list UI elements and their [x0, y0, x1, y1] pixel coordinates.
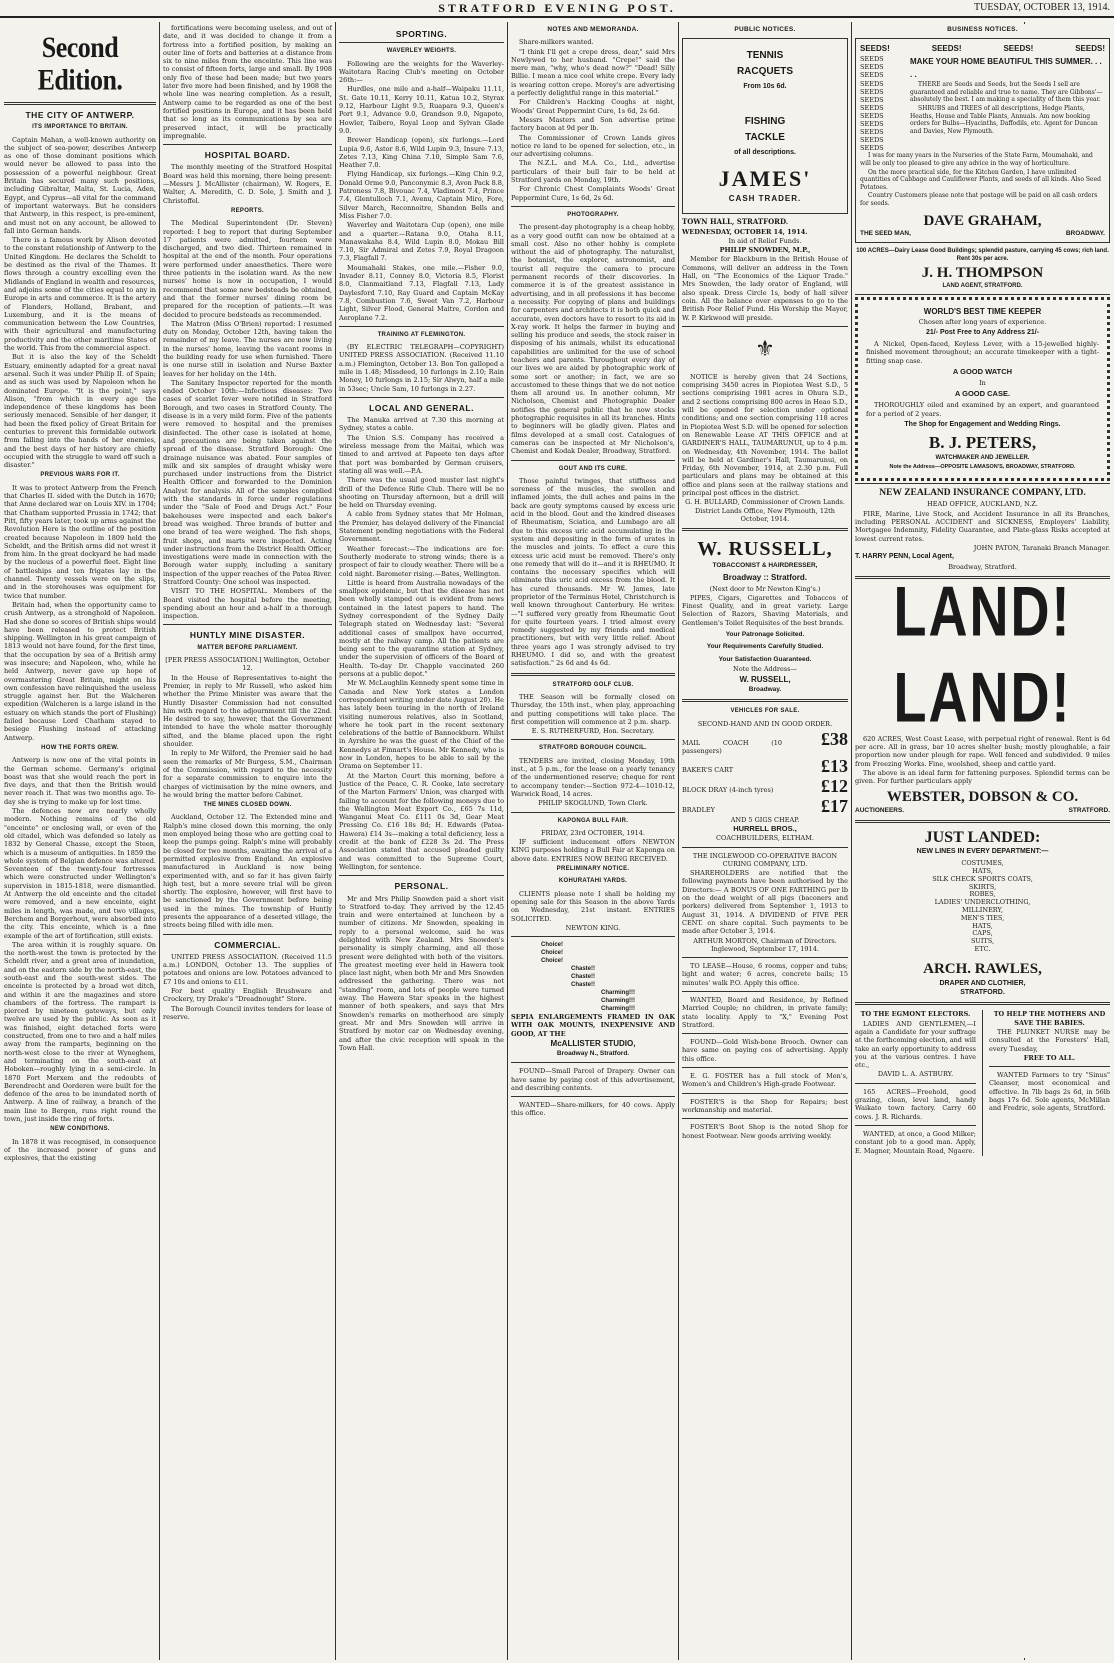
ad-text: TENDERS are invited, closing Monday, 19th inst., at 5 p.m., for the lease on a yearly tenancy of the undermentioned reserve; cheque for rent to accompany tender:—Section 972-4—1010-12, Warwick Road, 14 acres.: [511, 756, 675, 798]
divider: [339, 875, 504, 876]
vehicle-price: £13: [821, 755, 848, 776]
section-header: BUSINESS NOTICES.: [947, 26, 1018, 33]
seeds-word: SEEDS: [860, 71, 884, 80]
seeds-word: SEEDS: [860, 79, 884, 88]
ad-text: The above is an ideal farm for fattening purposes. Splendid terms can be given. For further particulars apply: [855, 769, 1110, 786]
ad-text: SHRUBS and TREES of all descriptions, Hedge Plants, Heaths, House and Table Plants, Annuals. Am now booking orders for Bulbs—Hyacinths, Daffodils, etc. Agent for Duncan and Davies, New Plymouth.: [910, 105, 1098, 135]
ad-subheadline: KOHURATAHI YARDS.: [558, 878, 628, 885]
divider: [511, 812, 675, 813]
article-paragraph: But it is also the key of the Scheldt Estuary, eminently adapted for a great naval arsenal. Such it was under Philip II. of Spain; and as such was used by Napoleon when he dominated Europe. "It is the point," says Alison, "from which in every age the independence of these kingdoms has been seriously menaced. Sensible of her danger, it had been the fixed policy of Great Britain for centuries to prevent this formidable outwork from falling into the hands of her enemies, and the best days of her history are chiefly occupied with the struggle to ward off such a disaster.": [4, 353, 156, 470]
article-paragraph: Weather forecast:—The indications are for: Southerly moderate to strong winds; there is a prospect of fair to cloudy weather. There will be a cold night. Barometer rising.—Bates, Wellington.: [339, 544, 504, 578]
ad-text: THERE are Seeds and Seeds, but the Seeds I sell are guaranteed and reliable and true to name. They are Gibbons'—absolutely the best. I am making a speciality of them this year.: [910, 81, 1103, 104]
ad-headline: WORLD'S BEST TIME KEEPER: [923, 306, 1042, 316]
ad-text: IF sufficient inducement offers NEWTON KING purposes holding a Bull Fair at Kaponga on above date. ENTRIES NOW BEING RECEIVED.: [511, 838, 675, 863]
ad-signature: E. S. RUTHERFURD, Hon. Secretary.: [531, 727, 655, 736]
ad-text: HURRELL BROS.,: [733, 823, 797, 833]
ad-text: of all descriptions.: [734, 149, 796, 157]
ad-text: Member for Blackburn in the British House of Commons, will deliver an address in the Town Hall, on "The Economics of the Liquor Trade." Mrs Snowden, the lady orator of England, will also speak. Dress Circle 1s, body of hall silver coin. All the balance over expenses to go to the British Poor Relief Fund. His Worship the Mayor, W. P. Kirkwood will preside.: [682, 255, 848, 322]
ad-text: On the more practical side, for the Kitchen Garden, I have unlimited quantities of Cabbage and Cauliflower Plants, and seeds of all kinds. Also Seed Potatoes.: [860, 168, 1101, 191]
divider: [4, 102, 156, 105]
ad-text: T. HARRY PENN, Local Agent,: [855, 553, 954, 561]
ad-text: Note the Address—OPPOSITE LAMASON'S, BROADWAY, STRATFORD.: [889, 464, 1076, 471]
divider: [339, 397, 504, 398]
seeds-word: SEEDS: [860, 144, 884, 153]
seeds-word: SEEDS: [860, 95, 884, 104]
ad-text: WEDNESDAY, OCTOBER 14, 1914.: [682, 227, 808, 236]
ad-text: STRATFORD.: [960, 989, 1005, 997]
article-paragraph: Antwerp is now one of the vital points in the German scheme. Germany's original boast was that she would reach the port in five days, and that then the British would never reach it. That was two months ago. To-day she is trying to make up for lost time.: [4, 756, 156, 806]
ad-text: DRAPER AND CLOTHIER,: [939, 979, 1026, 987]
ad-text: FOSTER'S is the Shop for Repairs; best workmanship and material.: [682, 1097, 848, 1114]
divider: [163, 624, 332, 625]
column-rule: [507, 22, 508, 1660]
dateline: [PER PRESS ASSOCIATION.] Wellington, October 12.: [165, 656, 330, 673]
ad-headline: WEBSTER, DOBSON & CO.: [886, 788, 1079, 805]
ad-text: SEPIA ENLARGEMENTS FRAMED IN OAK WITH OAK MOUNTS, INEXPENSIVE AND GOOD, AT THE: [511, 1013, 675, 1038]
ad-headline: STRATFORD GOLF CLUB.: [552, 681, 634, 688]
divider: [511, 460, 675, 461]
divider: [163, 144, 332, 145]
article-paragraph: Brewer Handicap (open), six furlongs.—Lord Lupia 9.6, Astor 8.6, Wild Lupin 9.3, Insure 7.13, Zetes 7.13, King China 7.10, Simple Sam 7.6, Heather 7.0.: [339, 136, 504, 170]
ad-text: 165 ACRES—Freehold, good grazing, clean, level land, handy Waikato town factory. Carry 60 cows. J. R. Richards.: [855, 1087, 976, 1121]
article-subheadline: NEW CONDITIONS.: [50, 1126, 110, 1133]
seeds-banner: [860, 43, 1105, 55]
ad-headline: DAVE GRAHAM,: [923, 212, 1042, 229]
ad-text: FOUND—Small Parcel of Drapery. Owner can have same by paying cost of this advertisement, and describing contents.: [511, 1067, 675, 1092]
article-paragraph: VISIT TO THE HOSPITAL. Members of the Board visited the hospital before the meeting, spending about an hour and a-half in a thorough inspection.: [163, 587, 332, 621]
ad-headline: FISHING: [744, 116, 786, 128]
ad-text: WANTED—Share-milkers, for 40 cows. Apply this office.: [511, 1101, 675, 1118]
list-item: SKIRTS,: [968, 882, 997, 891]
ad-text: 620 ACRES, West Coast Lease, with perpetual right of renewal. Rent is 6d per acre. All in grass, bar 10 acres shelter bush; mostly ploughable, a fair proportion now under plough for rape. Well fenced and subdivided. 9 miles from Freezing Works. Fine, woolshed, sheep and cattle yard.: [855, 734, 1110, 768]
seeds-ad: [855, 38, 1110, 243]
article-paragraph: In 1878 it was recognised, in consequence of the increased power of guns and explosives, that the existing: [4, 1137, 156, 1163]
ad-text: THE Season will be formally closed on Thursday, the 15th inst., when play, approaching and putting competitions will take place. The first competition will commence at 2 p.m. sharp.: [511, 692, 675, 726]
seeds-word: SEEDS!: [931, 44, 962, 54]
vehicle-price: £17: [821, 795, 848, 816]
section-header: PUBLIC NOTICES.: [734, 26, 796, 33]
seeds-list: [860, 55, 906, 152]
choice-ad: [511, 941, 675, 1013]
seeds-body: [860, 55, 1105, 152]
seeds-word: SEEDS: [860, 103, 884, 112]
article-paragraph: For best quality English Brushware and Crockery, try Drake's "Dreadnought" Store.: [163, 987, 332, 1004]
list-item: HATS,: [972, 921, 993, 930]
choice-line: Chaste!!: [571, 966, 596, 973]
ad-text: FRIDAY, 23rd OCTOBER, 1914.: [541, 828, 645, 837]
article-paragraph: fortifications were becoming useless, and out of date, and it was decided to change it from a fortress into a fortified position, by making an outer line of forts and batteries at a distance from six to nine miles from the enceinte. This line was to consist of fifteen forts, large and small. By 1908 only five of these had been made; but two years later five more had been finished, and by 1908 the whole line was nearing completion. As a result, Antwerp came to be regarded as one of the best fortified positions in Europe, and it has been held that so long as its communications by sea are preserved intact, it will be practically impregnable.: [163, 24, 332, 140]
graham-sub: [860, 230, 1105, 238]
seeds-word: SEEDS: [860, 63, 884, 72]
divider: [855, 1002, 1110, 1005]
ad-text: Your Requirements Carefully Studied.: [706, 643, 824, 651]
article-headline: HUNTLY MINE DISASTER.: [189, 630, 306, 641]
divider: [511, 206, 675, 207]
article-paragraph: At the Marton Court this morning, before a Justice of the Peace, C. R. Cooke, late secretary of the Marton Farmers' Union, was charged with failing to account for the following moneys due to the Wellington Meat Export Co., £65 7s 11d, Wanganui Meat Co. £111 0s 3d, Gear Meat Pressing Co. £16 18s 8d; H. Edwards (Patea-Hawera) £14 3s—making a total deficiency, less a credit at the bank of £228 3s 2d. The Press Association stated that accused pleaded guilty and was committed to the Supreme Court, Wellington, for sentence.: [339, 771, 504, 871]
ad-text: CASH TRADER.: [728, 194, 802, 204]
seeds-word: SEEDS!: [1003, 44, 1034, 54]
column-3: [339, 24, 504, 1658]
ad-text: Broadway N., Stratford.: [556, 1049, 630, 1057]
column-rule: [159, 22, 160, 1660]
ad-text: TOBACCONIST & HAIRDRESSER,: [712, 562, 818, 570]
column-rule: [982, 1010, 983, 1155]
ad-text: In aid of Relief Funds.: [728, 236, 802, 245]
column-2: [163, 24, 332, 1658]
ad-text: CLIENTS please note I shall be holding my opening sale for this Season in the above Yards on Wednesday, 21st instant. ENTRIES SOLICITED.: [511, 889, 675, 923]
ad-headline: B. J. PETERS,: [928, 432, 1037, 452]
ad-text: From 10s 6d.: [743, 83, 787, 91]
vehicle-price: £38: [821, 729, 848, 750]
article-paragraph: The defences now are nearly wholly modern. Nothing remains of the old "enceinte" or enclosing wall, or even of the old citadel, which was defended so lately as 1832 by General Chasse, except the Steen, which is a museum of antiquities. In 1859 the whole system of Belgian defence was altered. Seventeen of the twenty-four fortresses which were constructed under Wellington's supervision in 1815-1818, were dismantled. At Antwerp the old enceinte and the citadel were removed, and a new enceinte, eight miles in length, was made, and two villages, Berchem and Borgerhout, were absorbed into the city. This enceinte, which is a fine example of the art of fortification, still exists.: [4, 807, 156, 940]
article-paragraph: Mr and Mrs Philip Snowden paid a short visit to Stratford to-day. They arrived by the 12.45 train and were entertained at luncheon by a number of citizens. Mr Snowden, speaking in reply to a personal welcome, said he was delighted with New Zealand. Mrs Snowden's personality is simply charming, and all those present were delighted with both of the visitors. The greatest meeting ever held in Hawera took place last night, when both Mr and Mrs Snowden addressed the gathering. There was not "standing" room, and lots of people were turned away. The Hawera Star speaks in the highest manner of both speakers, and says that Mrs Snowden's remarks on motherhood are simply great. Mr and Mrs Snowden will arrive in Stratford by motor car on Wednesday evening, and after the civic reception will speak in the Town Hall.: [339, 894, 504, 1052]
masthead: [0, 0, 1114, 18]
divider: [511, 673, 675, 676]
choice-line: Chaste!!: [571, 974, 596, 981]
column-4: [511, 24, 675, 1658]
article-headline: THE CITY OF ANTWERP.: [25, 110, 135, 120]
column-1: [4, 24, 156, 1658]
divider: [511, 1062, 675, 1063]
article-paragraph: It was to protect Antwerp from the French that Charles II. sided with the Dutch in 1670; that Anne declared war on Louis XIV. in 1704; that Chatham supported Prussia in 1742; that Pitt, fifty years later, took up arms against the Revolution Here is the outline of the position created because Napoleon in 1809 held the Scheldt, and the British arms did not wrest it from him. In the great dockyard he had made by the nucleus of a powerful fleet. Eight line of battleships and ten frigates lay in the channel. Twenty vessels were on the slips, and in the storehouses was equipment for twice that number.: [4, 483, 156, 600]
ad-text: Chosen after long years of experience.: [918, 317, 1047, 326]
ad-text: Broadway, Stratford.: [948, 562, 1017, 571]
ad-headline: RACQUETS: [736, 66, 794, 78]
list-item: ROBES,: [969, 890, 996, 899]
ad-text: WANTED, Board and Residence, by Refined Married Couple; no children, in private family; state locality. Apply to "X," Evening Post Stratford.: [682, 996, 848, 1029]
ad-headline: TO THE EGMONT ELECTORS.: [860, 1010, 971, 1019]
article-paragraph: In reply to Mr Wilford, the Premier said he had seen the remarks of Mr Burgess, S.M., Chairman of the Commission, with regard to the necessity for a separate commission to enquire into the charges of victimisation by the mine owners, and he would bring the matter before Cabinet.: [163, 749, 332, 799]
divider: [511, 936, 675, 937]
ad-text: LADIES AND GENTLEMEN,—I again a Candidate for your suffrage at the forthcoming election, and will take an early opportunity to address you at the various centres. I have etc.,: [855, 1019, 976, 1070]
list-item: HATS,: [972, 866, 993, 875]
seeds-word: SEEDS: [860, 128, 884, 137]
choice-line: Choice!: [541, 958, 564, 965]
article-paragraph: UNITED PRESS ASSOCIATION. (Received 11.5 a.m.) LONDON, October 13. The supplies of potatoes and onions are low. Potatoes advanced to £7 10s and onions to £11.: [163, 952, 332, 986]
article-paragraph: Share-milkers wanted.: [519, 38, 594, 47]
divider: [339, 326, 504, 327]
lines-list: [855, 860, 1110, 954]
article-paragraph: Hurdles, one mile and a-half—Waipaku 11.11, St. Gate 10.11, Kerry 10.11, Katua 10.2, Styrax 9.12, Harbour Light 9.5, Ruapara 9.3, Queen's Port 9.1, Advance 9.0, Grandson 9.0, Ngapoto, Howler, Taibero, Royal Loop and Sylvan Glade 9.0.: [339, 85, 504, 135]
ad-text: FIRE, Marine, Live Stock, and Accident Insurance in all its Branches, including PERSONAL ACCIDENT and SICKNESS, Employers' Liability, Mortgagee Indemnity, Fidelity Guarantee, and Plate-glass Risks accepted at lowest current rates.: [855, 509, 1110, 543]
seeds-word: SEEDS: [860, 55, 884, 64]
seeds-word: SEEDS: [860, 111, 884, 120]
ad-text: Broadway :: Stratford.: [722, 572, 807, 582]
ad-text: THE SEED MAN,: [860, 229, 911, 237]
article-headline: HOSPITAL BOARD.: [204, 150, 291, 161]
ad-text: In: [979, 378, 986, 387]
article-paragraph: Moumahaki Stakes, one mile.—Fisher 9.0, Invader 8.11, Conney 8.0, Victoria 8.5, Florist 8.0, Clanmaitland 7.13, Flagfall 7.13, Lady Daylesford 7.10, Ray Guard and Captain McKay 7.8, Combustion 7.6, Sweet Van 7.2, Harbour Light, Silver Flood, General Maitre, Cordon and Aeroplane 7.2.: [339, 263, 504, 322]
choice-line: Choice!: [541, 942, 564, 949]
article-paragraph: For Children's Hacking Coughs at night, Woods' Great Peppermint Cure, 1s 6d, 2s 6d.: [511, 98, 675, 115]
ad-text: WANTED, at once, a Good Milker; constant job to a good man. Apply, E. Magner, Mountain Road, Ngaere.: [855, 1129, 976, 1155]
article-headline: NOTES AND MEMORANDA.: [547, 26, 639, 33]
ad-signature: JOHN PATON, Taranaki Branch Manager.: [973, 543, 1110, 552]
article-subheadline: MATTER BEFORE PARLIAMENT.: [197, 644, 298, 651]
article-paragraph: Flying Handicap, six furlongs.—King Chin 9.2, Donald Orme 9.0, Panconymic 8.3, Avon Pack 8.8, Patroness 7.8, Bivouac 7.4, Vladimost 7.4, Prince 7.4, Glentulloch 7.1, Avenu, Captain Miro, Fore, Silver March, Reconnoitre, Shandon Bells and Miss Fisher 7.0.: [339, 170, 504, 220]
webster-sub: [855, 807, 1110, 815]
column-rule: [678, 22, 679, 1660]
article-paragraph: The monthly meeting of the Stratford Hospital Board was held this morning, there being present:—Messrs J. McAllister (chairman), W. Rogers, E. Walter, A. Meredith, C. D. Sole, J. Smith and J. Christoffel.: [163, 163, 332, 205]
article-paragraph: "I think I'll get a crepe dress, dear," said Mrs Newlywed to her husband. "Crepe!" said the mere man, "why, who's dead now?" "Dead! Silly Billie. I mean a nice cool white crepe. Every lady is wearing cotton crepe. Morey's are advertising a perfectly delightful range in this material.": [511, 47, 675, 98]
article-paragraph: The Union S.S. Company has received a wireless message from the Maitai, which was timed to and arrived at Papeete ten days after that port was bombarded by German cruisers, stating all was well.—P.A.: [339, 433, 504, 475]
choice-line: Chaste!!: [571, 982, 596, 989]
ad-text: AND 5 GIGS CHEAP.: [730, 815, 800, 824]
crest-icon: ⚜: [755, 336, 775, 362]
ad-text: Broadway.: [748, 686, 782, 694]
ad-text: AUCTIONEERS.: [855, 806, 905, 814]
article-subheadline: PHOTOGRAPHY.: [567, 211, 619, 218]
divider: [163, 934, 332, 935]
ad-headline: VEHICLES FOR SALE.: [730, 708, 800, 715]
choice-line: Charming!!!: [601, 1006, 635, 1013]
seeds-word: SEEDS!: [1075, 44, 1105, 54]
list-item: MILLINERY,: [961, 905, 1004, 914]
choice-line: Charming!!!: [601, 998, 635, 1005]
divider: [855, 1083, 976, 1084]
ad-text: THE PLUNKET NURSE may be consulted at the Foresters' Hall, every Tuesday,: [989, 1027, 1110, 1053]
article-paragraph: For Chronic Chest Complaints Woods' Great Peppermint Cure, 1s 6d, 2s 6d.: [511, 185, 675, 202]
article-paragraph: (BY ELECTRIC TELEGRAPH—COPYRIGHT) UNITED PRESS ASSOCIATION. (Received 11.10 a.m.) Flemington, October 13. Bon Ton galloped a mile in 1.48; Missdeed, 10 furlongs in 2.10; Rain Money, 10 furlongs in 2.15; Sir Alwyn, half a mile in 53sec; Uncle Sam, 10 furlongs in 2.27.: [339, 343, 504, 393]
ad-text: A GOOD WATCH: [952, 366, 1013, 376]
ad-signature: PHILIP SKOGLUND, Town Clerk.: [538, 799, 648, 808]
ad-headline: McALLISTER STUDIO,: [550, 1038, 636, 1048]
ad-headline: JUST LANDED:: [924, 828, 1041, 846]
article-subheadline: WAVERLEY WEIGHTS.: [386, 48, 457, 55]
ad-text: TO LEASE—House, 6 rooms, copper and tubs; light and water; 6 acres, concrete bails; 15 minutes' walk P.O. Apply this office.: [682, 962, 848, 987]
ad-text: WATCHMAKER AND JEWELLER.: [935, 454, 1030, 461]
article-subheadline: TRAINING AT FLEMINGTON.: [377, 331, 466, 338]
seeds-text: [910, 55, 1105, 152]
ad-text: Your Satisfaction Guaranteed.: [718, 655, 812, 663]
article-paragraph: In the House of Representatives to-night the Premier, in reply to Mr Russell, who asked him whether the Prime Minister was aware that the Huntly Disaster Commission had not consulted him with regard to the adjournment till the 22nd. He desired to say, however, that the Government intended to have the whole matter thoroughly sifted, and the blame placed upon the right shoulder.: [163, 673, 332, 749]
article-paragraph: The Borough Council invites tenders for lease of reserve.: [163, 1004, 332, 1021]
divider: [989, 1066, 1110, 1067]
ad-text: Note the Address—: [733, 664, 797, 673]
ad-signature: NEWTON KING.: [565, 923, 621, 932]
article-paragraph: Auckland, October 12. The Extended mine and Ralph's mine closed down this morning, the only men employed being those who are getting coal to keep the pumps going. Ralph's mine will probably be closed for two months, awaiting the arrival of a permitted explosive from England. An explosive manufactured in Auckland is now being experimented with, and so far it has given fairly high test, but a more severe trial will be given shortly. The explosive, however, will first have to be sanctioned by the Government before being used in the mines. The township of Huntly presents the appearance of a deserted village, the streets being filled with idle men.: [163, 813, 332, 930]
ad-text: A Nickel, Open-faced, Keyless Lever, with a 15-jewelled highly-finished movement throughout; an accurate timekeeper with a tight-fitting snap case.: [866, 340, 1099, 365]
ad-text: COACHBUILDERS, ELTHAM.: [716, 834, 814, 843]
ad-text: WANTED Farmers to try "Sinus" Cleanser, most economical and effective. In 7lb bags 2s 6d, in 56lb bags 17s 6d. Sole agents, McMillan and Fredric, sole agents, Stratford.: [989, 1071, 1110, 1113]
divider: [339, 42, 504, 43]
article-paragraph: Waverley and Waitotara Cup (open), one mile and a quarter.—Ratana 9.0, Otaha 8.11, Manawakaha 8.4, Wild Lupin 8.0, Mokau Bill 7.10, Sir Admiral and Zetes 7.9, Royal Dragoon 7.3, Flagfall 7.: [339, 221, 504, 263]
ad-headline: TOWN HALL, STRATFORD.: [682, 217, 789, 227]
article-paragraph: Following are the weights for the Waverley-Waitotara Racing Club's meeting on October 26th:—: [339, 59, 504, 85]
ad-signature: G. H. BULLARD, Commissioner of Crown Lands. District Lands Office, New Plymouth, 12th October, 1914.: [685, 498, 845, 523]
list-item: COSTUMES,: [961, 859, 1004, 868]
divider: [511, 1096, 675, 1097]
ad-text: FOUND—Gold Wish-bone Brooch. Owner can have same on paying cos of advertising. Apply this office.: [682, 1038, 848, 1063]
ad-text: 21/- Post Free to Any Address 21/-: [925, 329, 1040, 337]
edition-title: Second Edition.: [37, 30, 123, 97]
ad-text: I was for many years in the Nurseries of the State Farm, Moumahaki, and will be only too pleased to give any advice in the way of horticulture.: [860, 152, 1093, 168]
ad-headline: W. RUSSELL,: [697, 538, 833, 561]
article-subheadline: HOW THE FORTS GREW.: [41, 744, 119, 751]
article-paragraph: There was the usual good muster last night's drill of the Defence Rifle Club. There will be no shooting on Thursday afternoon, but a drill will be held on Thursday evening.: [339, 476, 504, 510]
vehicle-name: BRADLEY: [682, 805, 715, 814]
ad-text: The Shop for Engagement and Wedding Rings.: [904, 420, 1061, 428]
divider: [855, 820, 1110, 823]
list-item: LADIES' UNDERCLOTHING,: [934, 898, 1031, 907]
ad-text: PIPES, Cigars, Cigarettes and Tobaccos of Finest Quality, and in great variety. Large Selection of Razors, Shaving Materials, and Gentlemen's Toilet Requisites of the best brands.: [682, 593, 848, 627]
ad-text: 100 ACRES—Dairy Lease Good Buildings; splendid pasture, carrying 45 cows; rich land. Rent 30s per acre.: [856, 247, 1109, 263]
article-subheadline: THE MINES CLOSED DOWN.: [203, 802, 292, 809]
ad-signature: DAVID L. A. ASTBURY.: [877, 1070, 954, 1079]
article-subheadline: PREVIOUS WARS FOR IT.: [40, 472, 120, 479]
seeds-word: SEEDS!: [860, 44, 890, 54]
ad-text: NOTICE is hereby given that 24 Sections, comprising 3450 acres in Piopiotea West S.D., 5 sections comprising 1981 acres in Ohura S.D., and 2 sections comprising 800 acres in Heao S.D., will be opened for selection under optional conditions; and one section comprising 118 acres in Piopiotea West S.D. will be opened for selection on Renewable Lease AT THIS OFFICE and at GARDINER'S HALL, TAUMARUNUI, up to 4 p.m. on Wednesday, 4th November, 1914. The ballot will be held at Gardiner's Hall, Taumarunui, on Friday, 6th November, 1914, at 2.30 p.m. Full particulars and plans may be obtained at this office and plans seen at the railway stations and principal post offices in the district.: [682, 372, 848, 498]
list-item: SUITS,: [970, 937, 995, 946]
article-paragraph: Messrs Masters and Son advertise prime factory bacon at 9d per lb.: [511, 115, 675, 133]
notice-left: [855, 1010, 976, 1155]
article-paragraph: Those painful twinges, that stiffness and soreness of the muscles, the swollen and inflamed joints, the dull aches and pains in the back are gouty symptoms caused by excess uric acid in the blood. Gout and the kindred diseases of Rheumatism, Sciatica, and Lumbago are all due to this excess uric acid accumulating in the system and depositing in the form of urates in the muscles and joints. To effect a cure this excess uric acid must be removed. There's only one remedy that will do it—and it is RHEUMO. It contains the necessary specifics which will eliminate this uric acid excess from the blood. It has cured thousands. Mr W. James, late proprietor of the Terminus Hotel, Christchurch is well known throughout Canterbury. He writes:—"I suffered very greatly from Rheumatic Gout for quite fourteen years. I tried almost every remedy suggested by my friends and medical practitioners, but with very little relief. About three years ago I was strongly advised to try RHEUMO. I did so, and with the greatest satisfaction." 2s 6d and 4s 6d.: [511, 476, 675, 668]
seeds-word: SEEDS: [860, 120, 884, 129]
seeds-word: SEEDS: [860, 87, 884, 96]
ad-text: SHAREHOLDERS are notified that the following payments have been authorised by the Directors:— A BONUS OF ONE FARTHING per lb on the dead weight of all pigs (baconers and porkers) delivered from September 1, 1913 to August 31, 1914. A DIVIDEND of FIVE PER CENT. on share capital. Such payments to be made after October 3, 1914.: [682, 869, 848, 936]
article-paragraph: The area within it is roughly square. On the north-west the town is protected by the Scheldt river, and a great area of inundation, and on the eastern side by the north-east, the south-east and the south-west sides. The enceinte is protected by a broad wet ditch, and within it are the magazines and store chambers of the fortress. The rampart is pierced by nineteen gateways, but only twelve are used by the public. As soon as it was finished, eight detached forts were constructed, from one to two and a half miles away from the ramparts, beginning on the north-west close to the river at Wyneghem, and terminating on the south-east at Hoboken—roughly lying in a semi-circle. In 1870 Fort Merxem and the redoubts of Berendrecht and Oorderen were built for the defence of the area to be inundated north of Antwerp. A line of railway, a branch of the main line to Bergen, runs right round the town, just inside the ring of forts.: [4, 940, 156, 1124]
notice-right: [989, 1010, 1110, 1155]
article-paragraph: The Manuka arrived at 7.30 this morning at Sydney, states a cable.: [339, 416, 504, 433]
article-paragraph: Captain Mahan, a well-known authority on the subject of sea-power, describes Antwerp as one of those dominant positions which would never be allowed to pass into the possession of a powerful neighbour. Great Britain has secured many such positions, including Gibraltar, Malta, St. Lucia, Aden, Egypt, and Cyprus—all vital for the command of important waterways. But he considers that Antwerp, in this respect, is pre-eminent, and must not on any account, be allowed to fall into German hands.: [4, 135, 156, 235]
divider: [855, 1125, 976, 1126]
vehicle-price: £12: [821, 775, 848, 796]
list-item: MEN'S TIES,: [960, 913, 1005, 922]
ad-headline: KAPONGA BULL FAIR.: [557, 817, 629, 824]
ad-text: BROADWAY.: [1065, 229, 1105, 237]
ad-text: Your Patronage Solicited.: [725, 630, 805, 638]
list-item: SILK CHECK SPORTS COATS,: [932, 874, 1033, 883]
article-headline: LOCAL AND GENERAL.: [369, 402, 474, 413]
issue-date: TUESDAY, OCTOBER 13, 1914.: [974, 2, 1110, 13]
seeds-word: SEEDS: [860, 136, 884, 145]
ad-text: LAND AGENT, STRATFORD.: [942, 283, 1023, 290]
watch-ad: [855, 297, 1110, 482]
choice-line: Charming!!!: [601, 990, 635, 997]
ad-text: (Next door to Mr Newton King's.): [709, 584, 821, 593]
ad-text: HEAD OFFICE, AUCKLAND, N.Z.: [927, 500, 1038, 509]
article-paragraph: The Matron (Miss O'Brien) reported: I resumed duty on Monday, October 12th, having taken the remainder of my leave. The nurses are now living in the nurses' home, leaving the vacant rooms in the building ready for use when furnished. There is one nurse still in isolation and Nurse Baxter leaves for her holiday on the 14th.: [163, 319, 332, 378]
ad-text: THOROUGHLY oiled and examined by an expert, and guaranteed for a period of 2 years.: [866, 401, 1099, 418]
article-paragraph: A cable from Sydney states that Mr Holman, the Premier, has delayed delivery of the Financial Statement pending negotiations with the Federal Government.: [339, 510, 504, 544]
ad-subheadline: PRELIMINARY NOTICE.: [556, 866, 630, 873]
ad-text: FOSTER'S Boot Shop is the noted Shop for honest Footwear. New goods arriving weekly.: [682, 1123, 848, 1140]
article-paragraph: The Commissioner of Crown Lands gives notice re land to be opened for selection, etc., in our advertising columns.: [511, 133, 675, 159]
vehicle-name: BAKER'S CART: [682, 765, 734, 774]
article-headline: PERSONAL.: [394, 881, 449, 892]
article-headline: COMMERCIAL.: [214, 939, 281, 950]
ad-text: STRATFORD.: [1068, 806, 1110, 814]
article-paragraph: The Sanitary Inspector reported for the month ended October 10th:—Infectious diseases: Two cases of scarlet fever were notified in Stratford Borough, and two cases in Stratford County. The disease is in a very mild form. Five of the patients were removed to hospital and the premises disinfected. The other case is isolated at home, and precautions are being taken against the spread of the disease. Stratford Borough: One drainage nuisance was abated. Four samples of milk and six samples of draught whisky were purchased under instructions from the District Health Officer and forwarded to the Dominion Analyst for analysis. All of the samples complied with the standards in force under regulations under the "Sale of Food and Drugs Act." Four bakehouses were inspected and each baker's bread was weighed. Three brands of butter and one brand of tea were weighed. The fish shops, fruit shops, and marts were inspected. Acting under instructions from the District Health Officer, investigations were made in connection with the Borough water supply, including a sanitary inspection of the upper reaches of the Patea River. Stratford County: One school was inspected.: [163, 378, 332, 586]
business-notices-area: [855, 24, 1110, 1658]
newspaper-title: STRATFORD EVENING POST.: [438, 1, 676, 15]
ad-text: NEW LINES IN EVERY DEPARTMENT:—: [916, 847, 1049, 855]
ad-text: W. RUSSELL,: [739, 675, 791, 685]
article-subheadline: GOUT AND ITS CURE.: [558, 465, 628, 472]
divider: [511, 739, 675, 740]
land-headline: LAND! LAND!: [893, 572, 1072, 737]
ad-signature: ARTHUR MORTON, Chairman of Directors. Inglewood, September 17, 1914.: [693, 936, 837, 953]
article-paragraph: The present-day photography is a cheap hobby, as a very good outfit can now be obtained at a small cost. Also no other hobby is complete without the aid of photography. The naturalist, the botanist, the explorer, astronomist, and tourist all require the camera to procure permanent records of their discoveries. In commerce it is of the greatest assistance in advertising, and in all professions it has become a necessity. For copying of plans and buildings for carpenters and architects it is both quick and accurate, even doctors have to resort to its aid in X-ray work. It helps the farmer in buying and selling his produce and seeds, the stock raiser in disposing of his animals, whilst its educational capabilities are unlimited for the use of school teachers and parents. Throughout every day of our lives we are aided by photographic work of some sort or another; in fact, we are so accustomed to these things that we do not notice them all around us. In another column, Mr Nicholson, Chemist and Photographic Dealer notifies the general public that he now stocks photographic requisites in all its branches. Hints to beginners will be gladly given. Plates and films developed at a small cost. Catalogues of cameras can be inspected at Mr Nicholson's, Chemist and Kodak Dealer, Broadway, Stratford.: [511, 223, 675, 456]
ad-headline: JAMES': [718, 166, 812, 192]
list-item: ETC.: [974, 944, 991, 953]
article-headline: SPORTING.: [395, 29, 448, 39]
ad-headline: J. H. THOMPSON: [921, 265, 1044, 282]
vehicle-name: MAIL COACH (10 passengers): [682, 739, 782, 756]
ad-headline: MAKE YOUR HOME BEAUTIFUL THIS SUMMER. . . . .: [910, 57, 1102, 80]
list-item: CAPS,: [972, 929, 993, 938]
article-paragraph: Mr W. McLaughlin Kennedy spent some time in Canada and New York states a London correspondent writing under date August 20). He has lately been touring in the north of Ireland visiting numerous relatives, also in Scotland, where he took part in the recent sextenary celebrations of the battle of Bannockburn. Whilst in Ayrshire he was the guest of the Chief of the Kennedys at Finnart's House. Mr Kennedy, who is now in London, hopes to be able to sail by the Orama on September 11.: [339, 679, 504, 771]
ad-text: E. G. FOSTER has a full stock of Men's, Women's and Children's High-grade Footwear.: [682, 1072, 848, 1089]
article-subheadline: REPORTS.: [230, 207, 265, 214]
vehicle-name: BLOCK DRAY (4-inch tyres): [682, 785, 774, 794]
ad-text: SECOND-HAND AND IN GOOD ORDER.: [697, 719, 833, 728]
article-paragraph: Little is heard from Australia nowadays of the smallpox epidemic, but that the disease has not been wholly stamped out is evident from news contained in the latest papers to hand. The Sydney correspondent of the Sydney Daily Telegraph stated on Wednesday last: "Several additional cases of smallpox have occurred, mostly at the railway camp. All the patients are being sent to the quarantine station at Sydney, under the supervision of officers of the Board of Health. To-day Dr. Chapple vaccinated 260 persons at a public depot.": [339, 578, 504, 679]
ad-text: A GOOD CASE.: [954, 389, 1011, 399]
article-paragraph: Britain had, when the opportunity came to crush Antwerp, as a stronghold of Napoleon. Had she done so scores of British ships would have been released to protect British shipping. Wellington in his great campaign of 1813 would not have found, for the first time, that the occupation by sea of a British army was insecure; and Napoleon, who, while he held Antwerp, never gave up hope of overmastering Great Britain, might on his own confession have relinquished the useless struggle against her. But the Walcheren expedition (Walcheren is a large island in the estuary on which stands the port of Flushing) failed because Lord Chatham stayed to besiege Flushing instead of attacking Antwerp.: [4, 600, 156, 742]
ad-headline: THE INGLEWOOD CO-OPERATIVE BACON CURING COMPANY, LTD.: [692, 851, 838, 868]
ad-text: Country Customers please note that postage will be paid on all cash orders for seeds.: [860, 192, 1098, 207]
ad-headline: TACKLE: [745, 132, 785, 144]
column-rule: [335, 22, 336, 1660]
bottom-notices: [855, 1010, 1110, 1155]
ad-headline: TO HELP THE MOTHERS AND SAVE THE BABIES.: [993, 1010, 1106, 1027]
article-paragraph: The N.Z.L. and M.A. Co., Ltd., advertise particulars of their bull fair to be held at Stratford yards on Monday, 19th.: [511, 159, 675, 185]
ad-headline: STRATFORD BOROUGH COUNCIL.: [538, 745, 647, 752]
choice-line: Choice!: [541, 950, 564, 957]
ad-headline: ARCH. RAWLES,: [923, 960, 1042, 977]
article-paragraph: There is a famous work by Alison devoted to the constant relationship of Antwerp to the United Kingdom. He declares the Scheldt to be destined as the rival of the Thames. It flows through a country excelling even the Midlands of England in wealth and resources, and adjoins some of the cities equal to any in Europe in arts and commerce. It is the artery of Flanders, Holland, Brabant, and Luxemburg, and it is the means of communication between the Low Countries, with their agricultural and manufacturing productivity and the other maritime States of the world. This from the commercial aspect.: [4, 236, 156, 353]
ad-text: PHILIP SNOWDEN, M.P.,: [719, 246, 811, 255]
article-paragraph: The Medical Superintendent (Dr. Steven) reported: I beg to report that during September 17 patients were admitted, fourteen were discharged, and two died. Thirteen remained in hospital at the end of the month. Four operations were performed under anaesthetics. There were three patients in the isolation ward. As the new nurses' home is now in occupation, I would recommend that some new bedsteads be obtained, and that the former nurses' dining room be prepared for the reception of patients.—It was decided to procure bedsteads as recommended.: [163, 219, 332, 319]
article-subheadline: ITS IMPORTANCE TO BRITAIN.: [32, 124, 128, 131]
ad-headline: NEW ZEALAND INSURANCE COMPANY, LTD.: [879, 488, 1086, 499]
ad-text: FREE TO ALL.: [1023, 1053, 1076, 1062]
ad-headline: TENNIS: [746, 50, 784, 62]
